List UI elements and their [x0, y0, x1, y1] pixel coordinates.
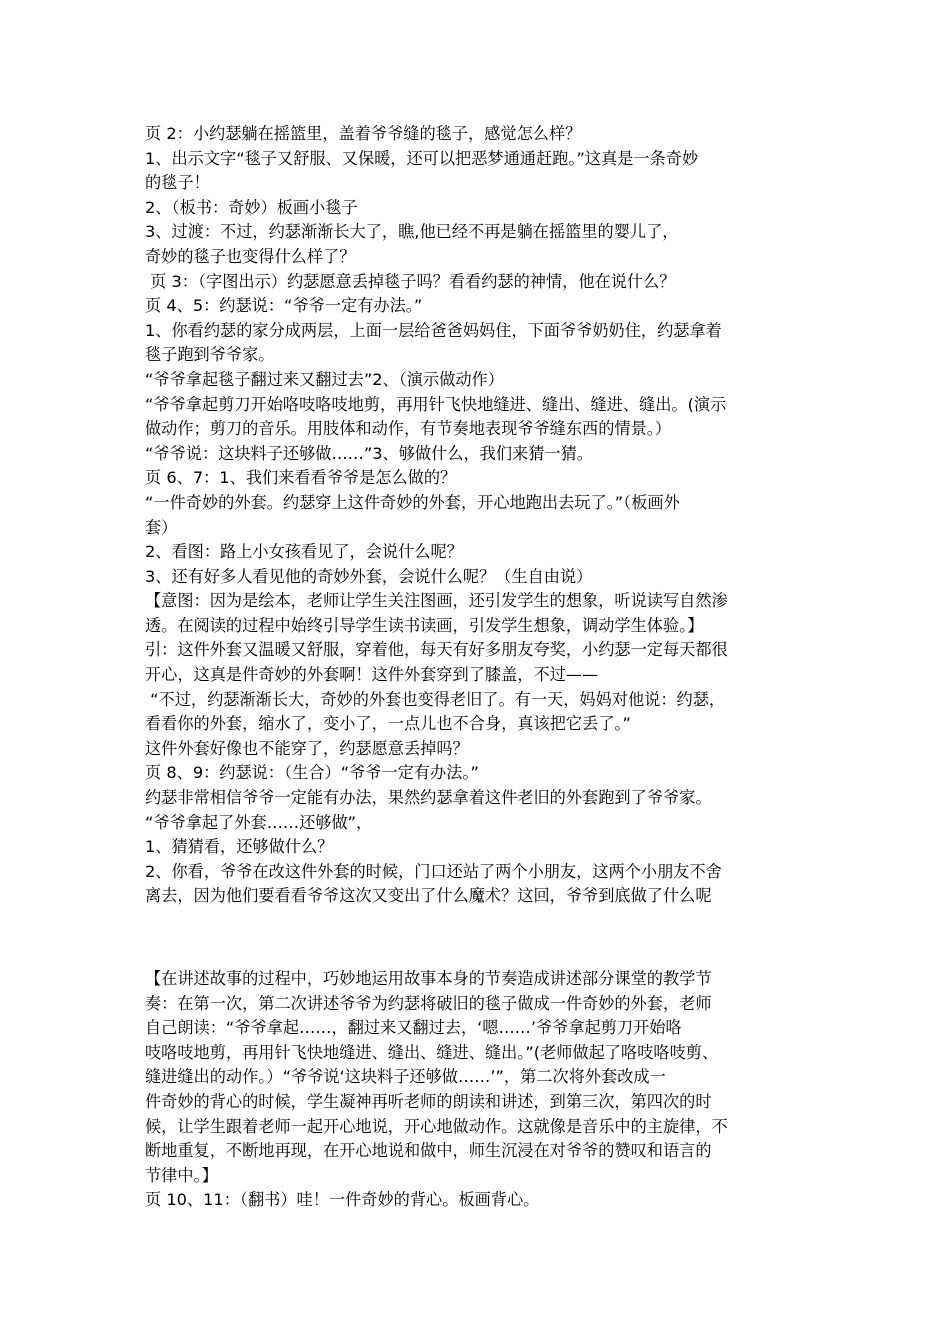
text-line: 节律中。】: [145, 1165, 218, 1185]
text-line: 奏：在第一次，第二次讲述爷爷为约瑟将破旧的毯子做成一件奇妙的外套，老师: [145, 993, 712, 1013]
text-line: 断地重复，不断地再现，在开心地说和做中，师生沉浸在对爷爷的赞叹和语言的: [145, 1141, 712, 1161]
text-line: 离去，因为他们要看看爷爷这次又变出了什么魔术？这回，爷爷到底做了什么呢: [145, 886, 712, 906]
text-line: 页 10、11：（翻书）哇！一件奇妙的背心。板画背心。: [145, 1190, 540, 1210]
text-line: “爷爷说：这块料子还够做……”3、够做什么，我们来猜一猜。: [145, 443, 593, 463]
text-line: 奇妙的毯子也变得什么样了？: [145, 246, 356, 266]
text-line: “一件奇妙的外套。约瑟穿上这件奇妙的外套，开心地跑出去玩了。”（板画外: [145, 492, 680, 512]
text-line: 页 4、5：约瑟说：“爷爷一定有办法。”: [145, 296, 423, 316]
text-line: “不过，约瑟渐渐长大，奇妙的外套也变得老旧了。有一天，妈妈对他说：约瑟，: [145, 689, 726, 709]
text-line: 页 3：（字图出示）约瑟愿意丢掉毯子吗？看看约瑟的神情，他在说什么？: [145, 271, 676, 291]
lesson-text-section-2: [145, 967, 810, 1213]
text-line: 引：这件外套又温暖又舒服，穿着他，每天有好多朋友夸奖，小约瑟一定每天都很: [145, 640, 728, 660]
text-line: 这件外套好像也不能穿了，约瑟愿意丢掉吗？: [145, 738, 469, 758]
text-line: “爷爷拿起剪刀开始咯吱咯吱地剪，再用针飞快地缝进、缝出、缝进、缝出。(演示: [145, 394, 727, 414]
lesson-text-section-1: [145, 122, 810, 909]
text-line: 1、猜猜看，还够做什么？: [145, 837, 334, 857]
text-line: 3、还有好多人看见他的奇妙外套，会说什么呢？（生自由说）: [145, 566, 593, 586]
text-line: 套）: [145, 517, 178, 537]
text-line: 缝进缝出的动作。）“爷爷说‘这块料子还够做……’”，第二次将外套改成一: [145, 1067, 666, 1087]
text-line: 3、过渡：不过，约瑟渐渐长大了，瞧,他已经不再是躺在摇篮里的婴儿了，: [145, 222, 679, 242]
text-line: 透。在阅读的过程中始终引导学生读书读画，引发学生想象，调动学生体验。】: [145, 615, 704, 635]
text-line: 自己朗读：“爷爷拿起……，翻过来又翻过去，‘嗯……’爷爷拿起剪刀开始咯: [145, 1018, 682, 1038]
text-line: 1、你看约瑟的家分成两层，上面一层给爸爸妈妈住，下面爷爷奶奶住，约瑟拿着: [145, 320, 722, 340]
text-line: 约瑟非常相信爷爷一定能有办法，果然约瑟拿着这件老旧的外套跑到了爷爷家。: [145, 788, 712, 808]
text-line: 2、看图：路上小女孩看见了，会说什么呢？: [145, 542, 463, 562]
text-line: 吱咯吱地剪，再用针飞快地缝进、缝出、缝进、缝出。”(老师做起了咯吱咯吱剪、: [145, 1042, 719, 1062]
text-line: 2、（板书：奇妙）板画小毯子: [145, 197, 358, 217]
text-line: 页 8、9：约瑟说：（生合）“爷爷一定有办法。”: [145, 763, 479, 783]
text-line: 1、出示文字“毯子又舒服、又保暖，还可以把恶梦通通赶跑。”这真是一条奇妙: [145, 148, 699, 168]
text-line: “爷爷拿起了外套……还够做”，: [145, 812, 373, 832]
text-line: 页 6、7：1、我们来看看爷爷是怎么做的？: [145, 468, 457, 488]
text-line: 做动作；剪刀的音乐。用肢体和动作，有节奏地表现爷爷缝东西的情景。）: [145, 419, 672, 439]
text-line: 件奇妙的背心的时候，学生凝神再听老师的朗读和讲述，到第三次，第四次的时: [145, 1091, 712, 1111]
text-line: 2、你看，爷爷在改这件外套的时候，门口还站了两个小朋友，这两个小朋友不舍: [145, 861, 722, 881]
text-line: 开心，这真是件奇妙的外套啊！这件外套穿到了膝盖，不过——: [145, 665, 599, 685]
text-line: 候，让学生跟着老师一起开心地说，开心地做动作。这就像是音乐中的主旋律，不: [145, 1116, 728, 1136]
text-line: 看看你的外套，缩水了，变小了，一点儿也不合身，真该把它丢了。”: [145, 714, 631, 734]
text-line: 毯子跑到爷爷家。: [145, 345, 275, 365]
text-line: 【在讲述故事的过程中，巧妙地运用故事本身的节奏造成讲述部分课堂的教学节: [145, 969, 712, 988]
text-line: 的毯子！: [145, 173, 210, 193]
text-line: 【意图：因为是绘本，老师让学生关注图画，还引发学生的想象，听说读写自然渗: [145, 591, 728, 611]
text-line: 页 2：小约瑟躺在摇篮里，盖着爷爷缝的毯子，感觉怎么样？: [145, 124, 582, 143]
text-line: “爷爷拿起毯子翻过来又翻过去”2、（演示做动作）: [145, 369, 504, 389]
